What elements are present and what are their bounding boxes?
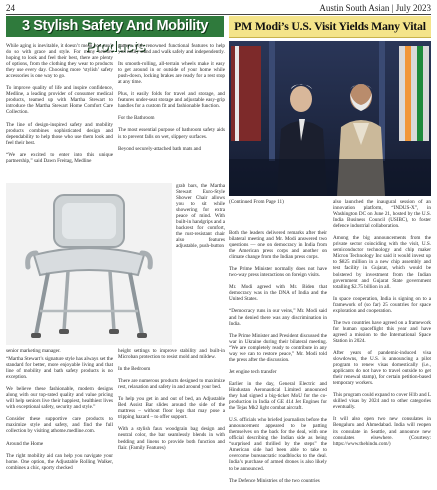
shower-chair-illustration bbox=[6, 183, 172, 345]
paragraph: The two countries have agreed on a framework for human spaceflight this year and have agreed a mission to the International Space Station in 2024. bbox=[333, 319, 431, 344]
section-heading: For the Bathroom bbox=[118, 115, 155, 122]
left-article-column-2-bottom bbox=[118, 348, 225, 457]
right-article-headline: PM Modi’s U.S. Visit Yields Many Vital bbox=[229, 16, 431, 38]
paragraph: The Defence Ministries of the two countries bbox=[229, 477, 320, 484]
paragraph: We believe these fashionable, modern designs along with our top-rated quality and value pricing will help seniors live their happiest, healthiest lives with exceptional safety, security and style.” bbox=[6, 386, 113, 411]
section-heading: Jet engine tech transfer bbox=[229, 368, 277, 375]
paragraph: Both the leaders delivered remarks after their bilateral meeting and Mr. Modi answered two questions — one on democracy in India from the American press corps and another on climate change from the Indian press corps. bbox=[229, 230, 327, 261]
left-article-column-1-bottom bbox=[6, 356, 113, 477]
paragraph: With a stylish faux woodgrain bag design and neutral color, the bar seamlessly blends in with bedding and linens to provide both function and flair. (Family Features) bbox=[118, 426, 225, 451]
paragraph: In space cooperation, India is signing on to a framework of (so far) 25 countries for space exploration and cooperation. bbox=[333, 295, 431, 314]
paragraph: “We are excited to enter into this unique partnership,” said Dawn Freitag, Medline bbox=[6, 151, 113, 164]
paragraph: Among the big announcements from the private sector coinciding with the visit, U.S. semiconductor technology and chip maker Micron Technology Inc said it would invest up to $825 million in a new chip assembly and test facility in Gujarat, which would be bolstered by investment from the Indian government and Gujarat State government totalling $2.75 billion in all. bbox=[333, 235, 431, 290]
page-header bbox=[6, 1, 431, 15]
left-article-column-2 bbox=[118, 43, 225, 158]
paragraph: Consider these supportive care products to maximize style and safety, and find the full collection by visiting athome.medline.com. bbox=[6, 416, 113, 435]
paragraph: The line of design-inspired safety and mobility products combines sophisticated design and dependability to help those who use them look and feel their best. bbox=[6, 121, 113, 146]
press-conference-illustration bbox=[229, 41, 431, 196]
paragraph: also launched the inaugural session of an innovation platform, “INDUS-X”, in Washington DC on June 21, hosted by the U.S. India Business Council (USIBC), to foster defence industrial collaboration. bbox=[333, 199, 431, 230]
paragraph: The Prime Minister and President discussed the war in Ukraine during their bilateral meeting. “We are completely ready to contribute in any way we can to restore peace,” Mr. Modi told the press after the discussion. bbox=[229, 332, 327, 363]
paragraph: To help you get in and out of bed, an Adjustable Bed Assist Bar slides around the side of the mattress – without floor legs that may pose a tripping hazard – to offer support. bbox=[118, 396, 225, 421]
section-heading: Around the Home bbox=[6, 440, 44, 447]
continued-from-note: (Continued From Page 11) bbox=[229, 199, 284, 205]
left-photo-caption: senior marketing manager. bbox=[6, 348, 61, 354]
paragraph: “Democracy runs in our veins,” Mr. Modi said and he denied there was any discrimination in India. bbox=[229, 308, 327, 327]
left-article-column-1 bbox=[6, 43, 113, 170]
page-number: 24 bbox=[6, 3, 15, 13]
paragraph: pattern with renowned functional features to help you easily stand and walk safely and independently. bbox=[118, 43, 225, 56]
shower-chair-photo bbox=[6, 183, 172, 345]
paragraph: This program could expand to cover H1b and L skilled visas by 2024 and to other categories eventually. bbox=[333, 392, 431, 411]
paragraph: The most essential purpose of bathroom safety aids is to prevent falls on wet, slippery surfaces. bbox=[118, 127, 225, 140]
paragraph: U.S. officials who briefed journalists before the announcement appeared to be patting themselves on the back for the deal, with one official describing the Indian side as being “surprised and thrilled by the steps” the American side had been able to take to overcome bureaucratic roadblocks to the deal. India’s purchase of armed drones is also likely to be announced. bbox=[229, 417, 327, 472]
publication-date: Austin South Asian | July 2023 bbox=[319, 3, 431, 13]
header-divider bbox=[6, 14, 431, 15]
paragraph: Earlier in the day, General Electric and Hindustan Aeronautical Limited announced they had signed a big-ticket MoU for the co-production in India of GE 414 Jet Engines for the Tejas Mk2 light combat aircraft. bbox=[229, 380, 327, 412]
paragraph: There are numerous products designed to maximize rest, relaxation and safety in and around your bed. bbox=[118, 378, 225, 391]
wrapped-paragraph: grab bars, the Martha Stewart Euro-Style Shower Chair allows you to sit while showering for extra peace of mind. With built-in handgrips and a backrest for comfort, the rust-resistant chair also features adjustable, push-button bbox=[176, 183, 225, 250]
paragraph: It will also open two new consulates in Bengaluru and Ahmedabad. India will reopen its consulate in Seattle, and announce new consulates elsewhere. (Courtesy: https://www.thehindu.com/) bbox=[333, 416, 431, 447]
paragraph: While aging is inevitable, it doesn’t mean you can’t do so with grace and style. For many seniors hoping to look and feel their best, there are plenty of options, from the clothing they wear to products they use every day. Choosing more ‘stylish’ safety accessories is one way to go. bbox=[6, 43, 113, 80]
right-article-column-2 bbox=[333, 199, 431, 453]
paragraph: Beyond securely-attached bath mats and bbox=[118, 145, 202, 152]
right-article-column-1 bbox=[229, 230, 327, 490]
paragraph: To improve quality of life and inspire confidence, Medline, a leading provider of consumer medical products, teamed up with Martha Stewart to introduce the Martha Stewart Home Comfort Care Collection. bbox=[6, 85, 113, 116]
paragraph: height settings to improve stability and built-in Microban protection to resist mold and mildew. bbox=[118, 348, 225, 361]
paragraph: The Prime Minister normally does not have two-way press interactions on foreign visits. bbox=[229, 266, 327, 279]
section-heading: In the Bedroom bbox=[118, 366, 151, 373]
paragraph: Plus, it easily folds for travel and storage, and features under-seat storage and adjustable easy-grip handles for a custom fit and fashionable function. bbox=[118, 91, 225, 110]
leaders-press-photo bbox=[229, 41, 431, 196]
paragraph: Its smooth-rolling, all-terrain wheels make it easy to get around in or outside of your home while push-down, locking brakes are ready for a rest stop at any time. bbox=[118, 61, 225, 86]
paragraph: After years of pandemic-induced visa slowdowns, the U.S. is announcing a pilot program to renew visas domestically (i.e., applicants do not have to travel outside to get their renewal stamp), for certain petition-based temporary workers. bbox=[333, 349, 431, 387]
paragraph: Mr. Modi agreed with Mr. Biden that democracy was in the DNA of India and the United States. bbox=[229, 284, 327, 303]
paragraph: The right mobility aid can help you navigate your home. One option, the Adjustable Rolling Walker, combines a chic, sporty checked bbox=[6, 452, 113, 471]
paragraph: “Martha Stewart’s signature style has always set the standard for better, more enjoyable living and that line of mobility and bath safety products is no exception. bbox=[6, 356, 113, 381]
left-article-headline: 3 Stylish Safety And Mobility Products bbox=[6, 16, 224, 37]
